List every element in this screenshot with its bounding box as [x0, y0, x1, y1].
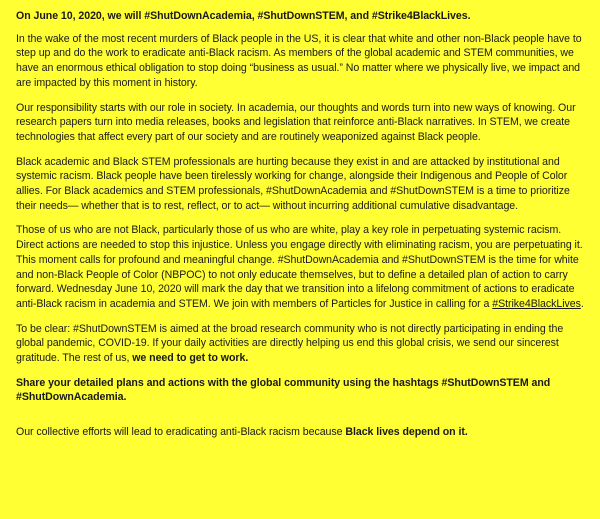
paragraph-share-plans [16, 376, 590, 405]
black-lives-emphasis: Black lives depend on it. [345, 426, 468, 439]
paragraph-wake-of-murders: In the wake of the most recent murders of Black people in the US, it is clear that white and other non-Black people have to step up and do the work to eradicate anti-Black racism. As members of the global academic and STEM communities, we have an enormous ethical obligation to stop doing “business as usual.” No matter where we physically live, we impact and are impacted by this moment in history. [16, 32, 582, 89]
paragraph-responsibility: Our responsibility starts with our role in society. In academia, our thoughts and words turn into new ways of knowing. Our research papers turn into media releases, books and legislation that reinforce anti-Black narratives. In STEM, we create technologies that affect every part of our society and are routinely weaponized against Black people. [16, 101, 576, 143]
paragraph-non-black-role-end: . [580, 297, 584, 310]
share-plans-text: Share your detailed plans and actions with the global community using the hashtags #ShutDownSTEM and #ShutDownAcademia. [16, 376, 551, 404]
paragraph-collective-efforts [16, 425, 590, 440]
headline: On June 10, 2020, we will #ShutDownAcademia, #ShutDownSTEM, and #Strike4BlackLives. [16, 10, 471, 22]
paragraph-to-be-clear [16, 322, 590, 366]
paragraph-to-be-clear-text: To be clear: #ShutDownSTEM is aimed at the broad research community who is not directly participating in ending the global pandemic, COVID-19. If your daily activities are directly helping us end this global crisis, we send our sincerest gratitude. The rest of us, [16, 322, 564, 365]
paragraph-black-professionals: Black academic and Black STEM professionals are hurting because they exist in and are attacked by institutional and systemic racism. Black people have been tirelessly working for change, alongside their Indigenous and People of Color allies. For Black academics and STEM professionals, #ShutDownAcademia and #ShutDownSTEM is a time to prioritize their needs— whether that is to rest, reflect, or to act— without incurring additional cumulative disadvantage. [16, 155, 570, 212]
strike4blacklives-link[interactable]: #Strike4BlackLives [492, 297, 581, 310]
paragraph-non-black-role [16, 223, 590, 311]
spacer [16, 415, 590, 425]
get-to-work-emphasis: we need to get to work. [132, 352, 249, 365]
collective-efforts-text: Our collective efforts will lead to eradicating anti-Black racism because [16, 426, 346, 439]
paragraph-non-black-role-text: Those of us who are not Black, particularly those of us who are white, play a key role in perpetuating systemic racism. Direct actions are needed to stop this injustice. Unless you engage directly with eliminating racism, you are perpetuating it. This moment calls for profound and meaningful change. #ShutDownAcademia and #ShutDownSTEM is the time for white and non-Black People of Color (NBPOC) to not only educate themselves, but to define a detailed plan of action to carry forward. Wednesday June 10, 2020 will mark the day that we transition into a lifelong commitment of actions to eradicate anti-Black racism in academia and STEM. We join with members of Particles for Justice in calling for a [16, 224, 583, 310]
